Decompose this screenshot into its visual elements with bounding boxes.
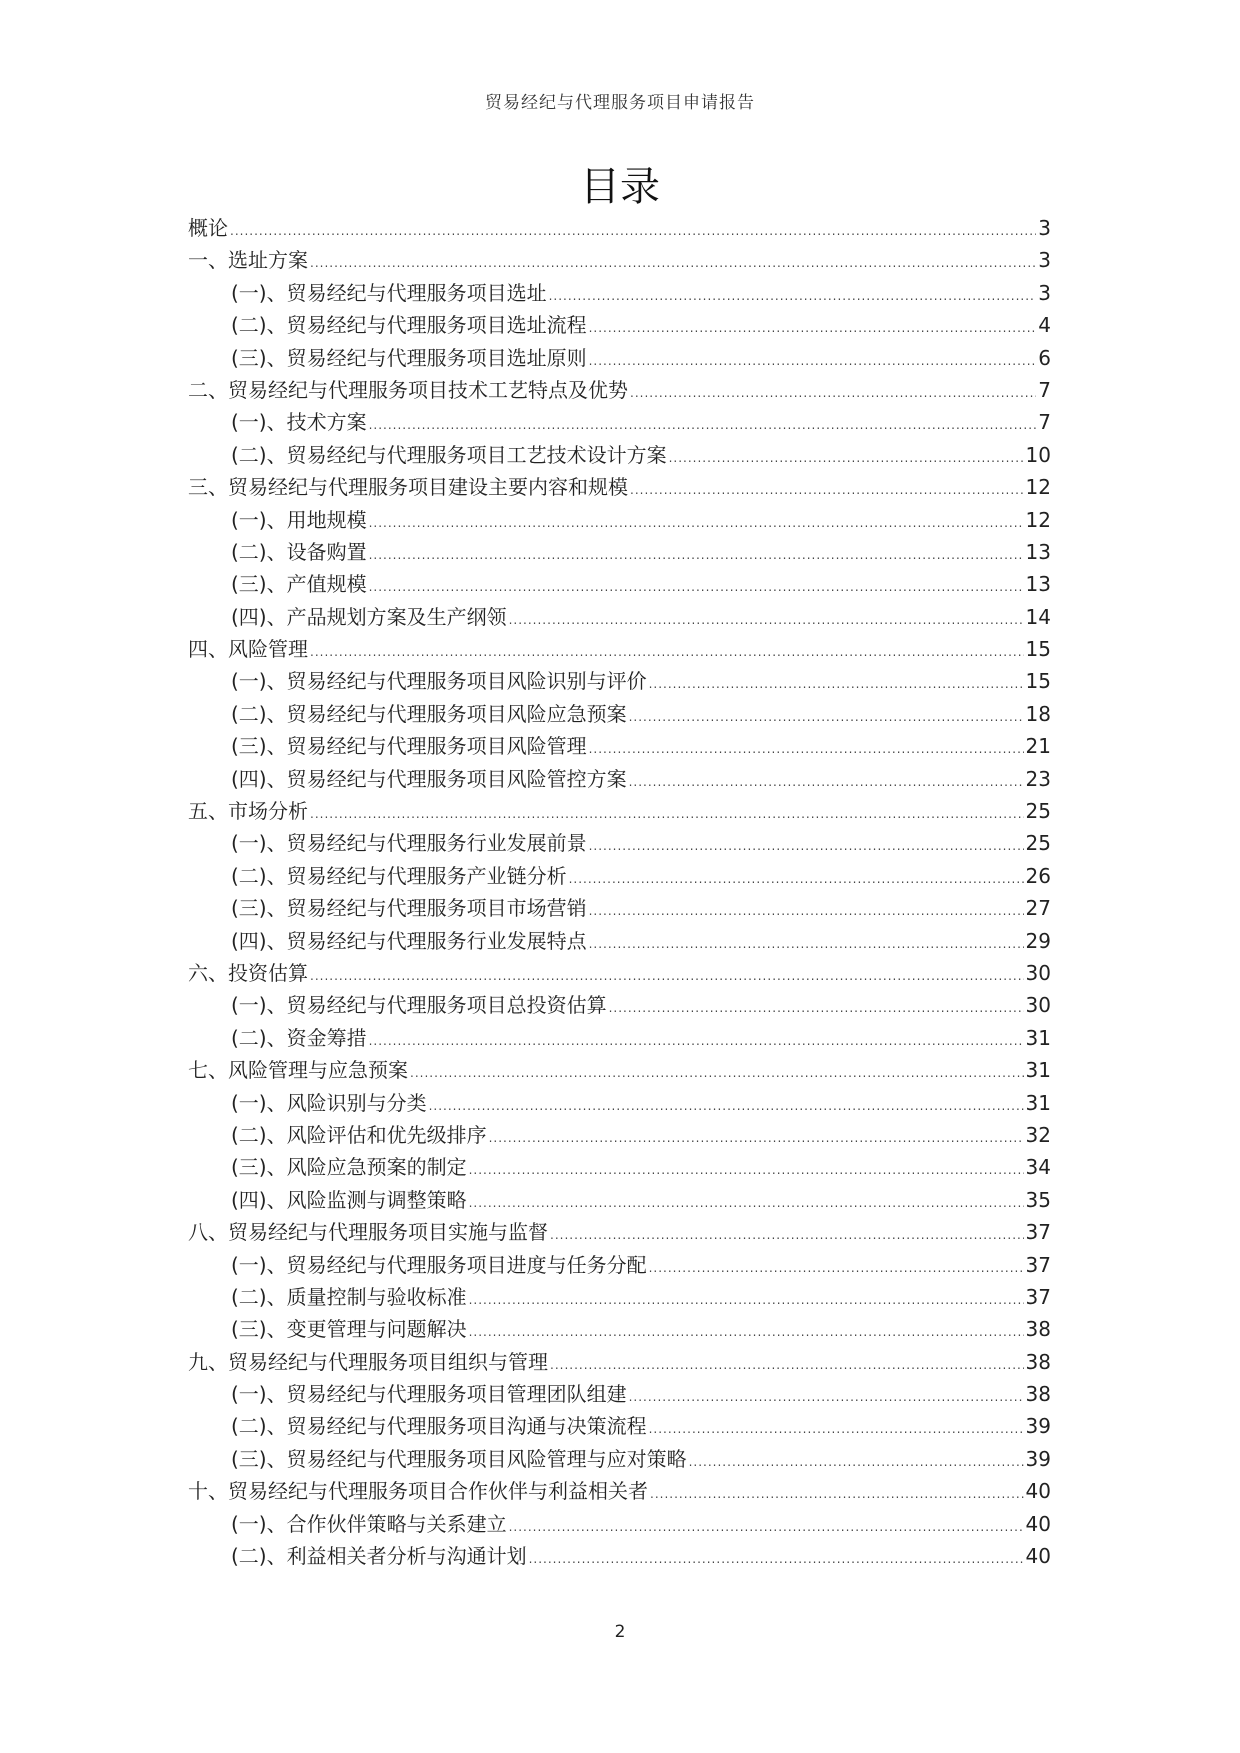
dot-leader [529,1543,1024,1575]
running-header: 贸易经纪与代理服务项目申请报告 [485,93,755,113]
dot-leader [630,377,1036,409]
dot-leader [310,960,1024,992]
toc-entry-label: (二)、设备购置 [231,539,367,564]
toc-entry[interactable] [188,698,1051,730]
toc-entry-page: 4 [1038,313,1051,338]
toc-entry-label: (三)、变更管理与问题解决 [231,1317,467,1342]
toc-entry[interactable] [188,1119,1051,1151]
toc-entry-page: 7 [1038,410,1051,435]
dot-leader [609,992,1024,1024]
table-of-contents [188,212,1051,1572]
dot-leader [649,1252,1024,1284]
toc-entry[interactable] [188,1087,1051,1119]
toc-entry-page: 40 [1025,1511,1051,1536]
toc-entry-label: (一)、贸易经纪与代理服务项目管理团队组建 [231,1382,627,1407]
toc-entry[interactable] [188,730,1051,762]
toc-entry-page: 32 [1025,1122,1051,1147]
toc-entry-label: (四)、贸易经纪与代理服务行业发展特点 [231,928,587,953]
dot-leader [489,1122,1024,1154]
toc-entry-label: (一)、贸易经纪与代理服务项目总投资估算 [231,993,607,1018]
toc-entry-page: 37 [1025,1284,1051,1309]
toc-entry-label: 概论 [188,216,228,240]
toc-entry-page: 23 [1025,766,1051,791]
toc-entry-page: 29 [1025,928,1051,953]
toc-entry[interactable] [188,1281,1051,1313]
dot-leader [310,247,1036,279]
toc-entry-page: 10 [1025,442,1051,467]
toc-entry-page: 38 [1025,1317,1051,1342]
toc-entry[interactable] [188,957,1051,989]
toc-entry-label: 三、贸易经纪与代理服务项目建设主要内容和规模 [188,475,628,500]
toc-entry-page: 14 [1025,604,1051,629]
dot-leader [509,1511,1024,1543]
toc-entry[interactable] [188,925,1051,957]
toc-entry[interactable] [188,1508,1051,1540]
toc-entry-label: (四)、贸易经纪与代理服务项目风险管控方案 [231,766,627,791]
dot-leader [469,1154,1024,1186]
toc-entry[interactable] [188,1022,1051,1054]
dot-leader [410,1057,1024,1089]
toc-entry[interactable] [188,439,1051,471]
toc-entry-label: (一)、用地规模 [231,507,367,532]
toc-entry-page: 40 [1025,1544,1051,1569]
toc-entry[interactable] [188,1313,1051,1345]
page-number: 2 [614,1622,626,1642]
dot-leader [549,280,1037,312]
toc-entry[interactable] [188,1054,1051,1086]
dot-leader [669,442,1024,474]
toc-entry-label: (二)、贸易经纪与代理服务产业链分析 [231,863,567,888]
dot-leader [550,1349,1024,1381]
toc-entry[interactable] [188,568,1051,600]
dot-leader [369,409,1037,441]
toc-entry-label: 十、贸易经纪与代理服务项目合作伙伴与利益相关者 [188,1479,648,1504]
toc-entry-label: (二)、贸易经纪与代理服务项目选址流程 [231,313,587,338]
toc-entry-label: (三)、产值规模 [231,572,367,597]
dot-leader [230,215,1036,247]
toc-entry-page: 34 [1025,1155,1051,1180]
toc-entry-label: (一)、贸易经纪与代理服务项目进度与任务分配 [231,1252,647,1277]
toc-entry-label: (二)、贸易经纪与代理服务项目工艺技术设计方案 [231,442,667,467]
dot-leader [649,668,1024,700]
toc-entry[interactable] [188,406,1051,438]
toc-entry-label: (三)、贸易经纪与代理服务项目风险管理 [231,734,587,759]
toc-entry-label: (一)、贸易经纪与代理服务项目选址 [231,280,547,305]
toc-entry-label: 一、选址方案 [188,248,308,273]
toc-entry-page: 39 [1025,1414,1051,1439]
toc-entry-label: (二)、质量控制与验收标准 [231,1284,467,1309]
toc-entry[interactable] [188,1249,1051,1281]
toc-entry-label: (三)、风险应急预案的制定 [231,1155,467,1180]
toc-entry-page: 12 [1025,507,1051,532]
toc-entry-label: (二)、贸易经纪与代理服务项目风险应急预案 [231,701,627,726]
toc-entry[interactable] [188,212,1051,244]
toc-entry-page: 37 [1025,1252,1051,1277]
dot-leader [550,1219,1024,1251]
toc-entry[interactable] [188,309,1051,341]
toc-entry-label: 五、市场分析 [188,799,308,824]
dot-leader [589,312,1037,344]
toc-entry-page: 38 [1025,1349,1051,1374]
toc-entry[interactable] [188,892,1051,924]
dot-leader [469,1316,1024,1348]
toc-entry[interactable] [188,1540,1051,1572]
toc-entry-page: 3 [1038,216,1051,240]
dot-leader [589,733,1024,765]
page-title: 目录 [580,164,660,210]
toc-entry-page: 7 [1038,377,1051,402]
toc-entry-page: 13 [1025,572,1051,597]
toc-entry-page: 39 [1025,1446,1051,1471]
toc-entry[interactable] [188,601,1051,633]
dot-leader [629,766,1024,798]
dot-leader [630,474,1024,506]
toc-entry-label: (一)、贸易经纪与代理服务项目风险识别与评价 [231,669,647,694]
toc-entry-label: (二)、资金筹措 [231,1025,367,1050]
toc-entry-page: 27 [1025,896,1051,921]
toc-entry-page: 31 [1025,1058,1051,1083]
toc-entry-page: 15 [1025,669,1051,694]
toc-entry-label: (一)、技术方案 [231,410,367,435]
toc-entry-label: (一)、贸易经纪与代理服务行业发展前景 [231,831,587,856]
dot-leader [650,1478,1024,1510]
toc-entry[interactable] [188,989,1051,1021]
dot-leader [509,604,1024,636]
toc-entry[interactable] [188,277,1051,309]
toc-entry-label: 八、贸易经纪与代理服务项目实施与监督 [188,1220,548,1245]
toc-entry[interactable] [188,1346,1051,1378]
toc-entry-page: 12 [1025,475,1051,500]
toc-entry[interactable] [188,471,1051,503]
toc-entry-label: 九、贸易经纪与代理服务项目组织与管理 [188,1349,548,1374]
dot-leader [469,1284,1024,1316]
toc-entry[interactable] [188,504,1051,536]
toc-entry[interactable] [188,795,1051,827]
toc-entry-page: 25 [1025,799,1051,824]
toc-entry[interactable] [188,1378,1051,1410]
dot-leader [369,1025,1024,1057]
toc-entry-label: (一)、合作伙伴策略与关系建立 [231,1511,507,1536]
toc-entry-page: 25 [1025,831,1051,856]
toc-entry[interactable] [188,342,1051,374]
toc-entry[interactable] [188,827,1051,859]
toc-entry[interactable] [188,1151,1051,1183]
toc-entry-page: 30 [1025,993,1051,1018]
toc-entry-label: (三)、贸易经纪与代理服务项目选址原则 [231,345,587,370]
toc-entry-label: (一)、风险识别与分类 [231,1090,427,1115]
dot-leader [369,571,1024,603]
toc-entry-page: 40 [1025,1479,1051,1504]
dot-leader [310,798,1024,830]
dot-leader [589,830,1024,862]
dot-leader [629,1381,1024,1413]
dot-leader [629,701,1024,733]
toc-entry-page: 13 [1025,539,1051,564]
toc-entry-page: 18 [1025,701,1051,726]
toc-entry-label: 二、贸易经纪与代理服务项目技术工艺特点及优势 [188,377,628,402]
toc-entry-page: 30 [1025,960,1051,985]
toc-entry-label: (四)、风险监测与调整策略 [231,1187,467,1212]
toc-entry-label: 四、风险管理 [188,637,308,662]
dot-leader [569,863,1024,895]
toc-entry[interactable] [188,536,1051,568]
toc-entry-label: (二)、风险评估和优先级排序 [231,1122,487,1147]
toc-entry-label: 七、风险管理与应急预案 [188,1058,408,1083]
toc-entry-page: 6 [1038,345,1051,370]
toc-entry-label: (二)、利益相关者分析与沟通计划 [231,1544,527,1569]
dot-leader [429,1090,1024,1122]
toc-entry[interactable] [188,244,1051,276]
toc-entry[interactable] [188,1184,1051,1216]
toc-entry-label: (三)、贸易经纪与代理服务项目风险管理与应对策略 [231,1446,687,1471]
toc-entry-page: 35 [1025,1187,1051,1212]
toc-entry[interactable] [188,374,1051,406]
toc-entry-page: 15 [1025,637,1051,662]
toc-entry-label: (四)、产品规划方案及生产纲领 [231,604,507,629]
toc-entry[interactable] [188,1475,1051,1507]
toc-entry-label: 六、投资估算 [188,960,308,985]
dot-leader [369,507,1024,539]
toc-entry[interactable] [188,860,1051,892]
toc-entry-label: (三)、贸易经纪与代理服务项目市场营销 [231,896,587,921]
toc-entry[interactable] [188,1410,1051,1442]
dot-leader [689,1446,1024,1478]
toc-entry[interactable] [188,763,1051,795]
toc-entry[interactable] [188,665,1051,697]
toc-entry-label: (二)、贸易经纪与代理服务项目沟通与决策流程 [231,1414,647,1439]
toc-entry-page: 38 [1025,1382,1051,1407]
toc-entry-page: 31 [1025,1025,1051,1050]
dot-leader [369,539,1024,571]
toc-entry-page: 26 [1025,863,1051,888]
dot-leader [469,1187,1024,1219]
dot-leader [589,928,1024,960]
dot-leader [589,895,1024,927]
dot-leader [310,636,1024,668]
toc-entry-page: 3 [1038,280,1051,305]
toc-entry-page: 21 [1025,734,1051,759]
toc-entry-page: 31 [1025,1090,1051,1115]
dot-leader [589,345,1037,377]
toc-entry[interactable] [188,1443,1051,1475]
toc-entry[interactable] [188,633,1051,665]
dot-leader [649,1413,1024,1445]
toc-entry-page: 37 [1025,1220,1051,1245]
toc-entry-page: 3 [1038,248,1051,273]
toc-entry[interactable] [188,1216,1051,1248]
